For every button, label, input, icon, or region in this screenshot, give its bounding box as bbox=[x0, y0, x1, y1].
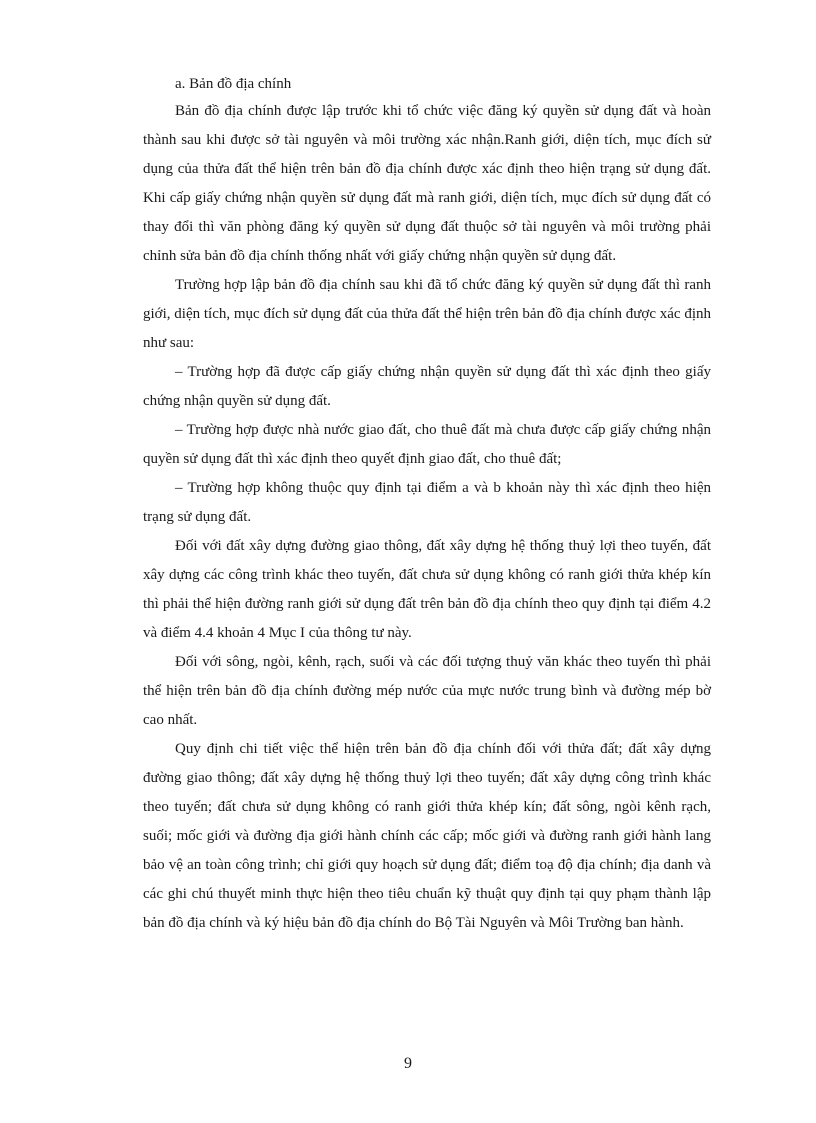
paragraph-linear-works: Đối với đất xây dựng đường giao thông, đất xây dựng hệ thống thuỷ lợi theo tuyến, đất xây dựng các công trình khác theo tuyến, đất chưa sử dụng không có ranh giới thửa khép kín thì phải thể hiện đường ranh giới sử dụng đất trên bản đồ địa chính theo quy định tại điểm 4.2 và điểm 4.4 khoản 4 Mục I của thông tư này. bbox=[143, 538, 711, 641]
paragraph-intro: Bản đồ địa chính được lập trước khi tổ chức việc đăng ký quyền sử dụng đất và hoàn thành sau khi được sở tài nguyên và môi trường xác nhận.Ranh giới, diện tích, mục đích sử dụng của thửa đất thể hiện trên bản đồ địa chính được xác định theo hiện trạng sử dụng đất. Khi cấp giấy chứng nhận quyền sử dụng đất mà ranh giới, diện tích, mục đích sử dụng đất có thay đổi thì văn phòng đăng ký quyền sử dụng đất thuộc sở tài nguyên và môi trường phải chỉnh sửa bản đồ địa chính thống nhất với giấy chứng nhận quyền sử dụng đất. bbox=[143, 103, 711, 264]
bullet-land-allocated: – Trường hợp được nhà nước giao đất, cho thuê đất mà chưa được cấp giấy chứng nhận quyền sử dụng đất thì xác định theo quyết định giao đất, cho thuê đất; bbox=[143, 422, 711, 467]
section-heading: a. Bản đồ địa chính bbox=[175, 76, 292, 92]
paragraph-hydrology: Đối với sông, ngòi, kênh, rạch, suối và các đối tượng thuỷ văn khác theo tuyến thì phải thể hiện trên bản đồ địa chính đường mép nước của mực nước trung bình và đường mép bờ cao nhất. bbox=[143, 654, 711, 728]
page-number: 9 bbox=[404, 1055, 412, 1072]
bullet-other-cases: – Trường hợp không thuộc quy định tại điểm a và b khoản này thì xác định theo hiện trạng sử dụng đất. bbox=[143, 480, 711, 525]
paragraph-after-registration: Trường hợp lập bản đồ địa chính sau khi đã tổ chức đăng ký quyền sử dụng đất thì ranh giới, diện tích, mục đích sử dụng đất của thửa đất thể hiện trên bản đồ địa chính được xác định như sau: bbox=[143, 277, 711, 351]
bullet-certificate-issued: – Trường hợp đã được cấp giấy chứng nhận quyền sử dụng đất thì xác định theo giấy chứng nhận quyền sử dụng đất. bbox=[143, 364, 711, 409]
page-body bbox=[143, 72, 711, 938]
paragraph-detailed-rules: Quy định chi tiết việc thể hiện trên bản đồ địa chính đối với thửa đất; đất xây dựng đường giao thông; đất xây dựng hệ thống thuỷ lợi theo tuyến; đất xây dựng công trình khác theo tuyến; đất chưa sử dụng không có ranh giới thửa khép kín; đất sông, ngòi kênh rạch, suối; mốc giới và đường địa giới hành chính các cấp; mốc giới và đường ranh giới hành lang bảo vệ an toàn công trình; chỉ giới quy hoạch sử dụng đất; điểm toạ độ địa chính; địa danh và các ghi chú thuyết minh thực hiện theo tiêu chuẩn kỹ thuật quy định tại quy phạm thành lập bản đồ địa chính và ký hiệu bản đồ địa chính do Bộ Tài Nguyên và Môi Trường ban hành. bbox=[143, 741, 711, 931]
